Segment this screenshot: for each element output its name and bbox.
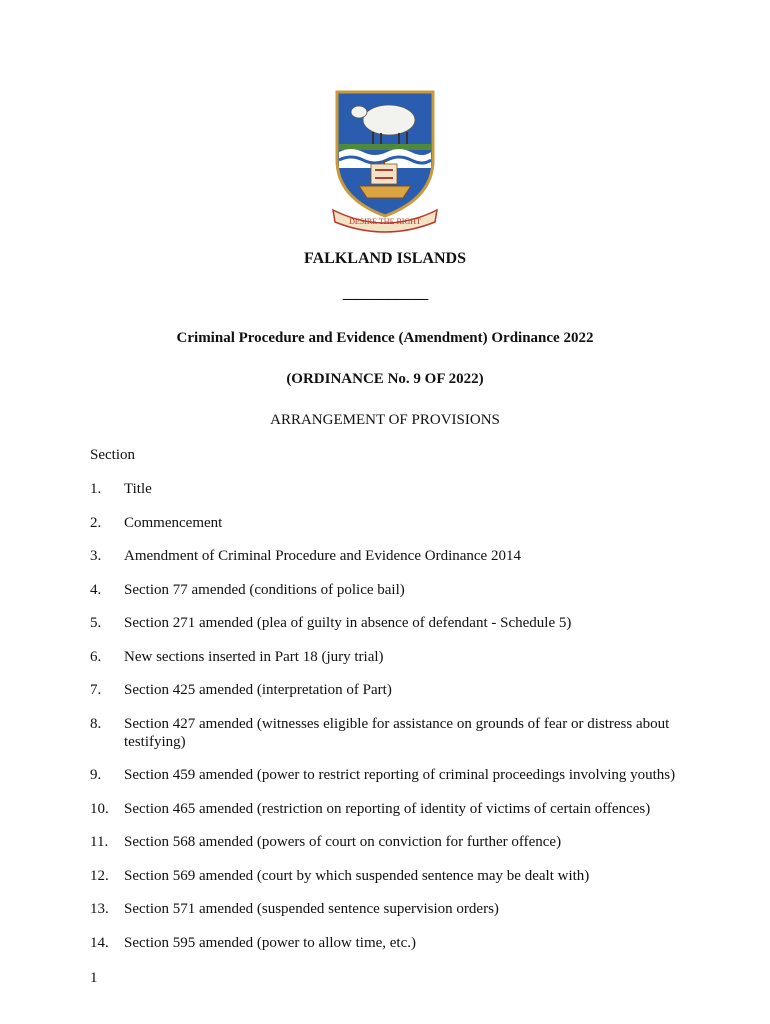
section-column-heading: Section bbox=[90, 447, 135, 463]
provision-number: 12. bbox=[90, 867, 109, 884]
country-heading: FALKLAND ISLANDS bbox=[304, 250, 466, 267]
provision-text: Amendment of Criminal Procedure and Evidence Ordinance 2014 bbox=[124, 548, 521, 564]
sheep-head bbox=[351, 106, 367, 118]
provision-number: 4. bbox=[90, 581, 102, 598]
provision-text: Section 568 amended (powers of court on conviction for further offence) bbox=[124, 834, 562, 850]
provisions-list bbox=[90, 480, 690, 967]
provision-number: 9. bbox=[90, 767, 102, 783]
provision-number: 8. bbox=[90, 715, 102, 732]
provision-number: 11. bbox=[90, 834, 109, 850]
provision-text: Title bbox=[124, 481, 152, 497]
provision-number: 1. bbox=[90, 481, 102, 497]
sheep-body bbox=[363, 105, 415, 135]
provision-item bbox=[90, 934, 690, 952]
provision-item bbox=[90, 547, 690, 565]
provision-number: 5. bbox=[90, 615, 102, 631]
provision-text: Section 271 amended (plea of guilty in absence of defendant - Schedule 5) bbox=[124, 615, 572, 631]
provision-number: 2. bbox=[90, 514, 102, 531]
provision-item bbox=[90, 581, 690, 599]
provision-item bbox=[90, 800, 690, 818]
provision-text: Section 465 amended (restriction on reporting of identity of victims of certain offences) bbox=[124, 800, 651, 817]
provision-item bbox=[90, 480, 690, 498]
provision-number: 14. bbox=[90, 934, 109, 951]
coat-of-arms-crest bbox=[331, 90, 439, 234]
provision-text: Section 425 amended (interpretation of Part) bbox=[124, 682, 392, 698]
motto-text: DESIRE THE RIGHT bbox=[349, 217, 421, 226]
provision-item bbox=[90, 715, 690, 751]
provision-text: Commencement bbox=[124, 514, 223, 531]
provision-item bbox=[90, 867, 690, 885]
provision-item bbox=[90, 648, 690, 666]
title-rule: _____________ bbox=[342, 286, 428, 302]
page-number: 1 bbox=[90, 970, 98, 986]
provision-text: Section 571 amended (suspended sentence supervision orders) bbox=[124, 901, 499, 917]
provision-item bbox=[90, 766, 690, 784]
provision-item bbox=[90, 681, 690, 699]
provision-item bbox=[90, 900, 690, 918]
provision-text: Section 77 amended (conditions of police bail) bbox=[124, 581, 405, 598]
provision-item bbox=[90, 833, 690, 851]
ordinance-title: Criminal Procedure and Evidence (Amendment) Ordinance 2022 bbox=[176, 330, 594, 346]
provision-text: Section 459 amended (power to restrict reporting of criminal proceedings involving youths) bbox=[124, 767, 676, 783]
provision-number: 3. bbox=[90, 548, 102, 564]
provision-item bbox=[90, 514, 690, 532]
provision-text: Section 569 amended (court by which suspended sentence may be dealt with) bbox=[124, 867, 590, 884]
provision-text: Section 595 amended (power to allow time, etc.) bbox=[124, 934, 416, 951]
ordinance-number: (ORDINANCE No. 9 OF 2022) bbox=[286, 371, 484, 387]
provision-item bbox=[90, 614, 690, 632]
provision-number: 13. bbox=[90, 901, 109, 917]
provision-text: New sections inserted in Part 18 (jury trial) bbox=[124, 648, 384, 665]
provision-text: Section 427 amended (witnesses eligible for assistance on grounds of fear or distress about testifying) bbox=[124, 715, 670, 750]
provision-number: 10. bbox=[90, 800, 109, 817]
provision-number: 6. bbox=[90, 648, 102, 665]
arrangement-heading: ARRANGEMENT OF PROVISIONS bbox=[270, 412, 500, 428]
ship-hull bbox=[359, 186, 411, 198]
provision-number: 7. bbox=[90, 682, 102, 698]
